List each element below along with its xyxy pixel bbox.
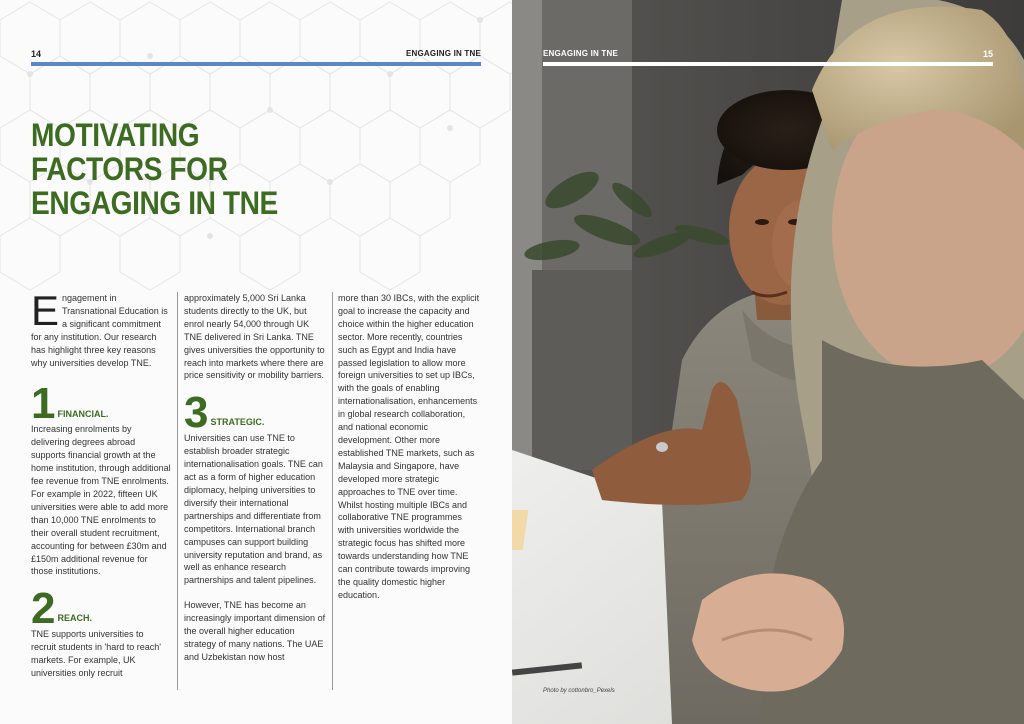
- column-divider: [332, 292, 333, 690]
- header-rule: [543, 62, 993, 66]
- section-number: 3: [184, 388, 209, 438]
- section-text-reach: TNE supports universities to recruit students in 'hard to reach' markets. For example, UK universities only recruit: [31, 629, 162, 679]
- section-label: FINANCIAL.: [57, 408, 109, 419]
- students-discussion-photo: [512, 0, 1024, 724]
- section-text-strategic: Universities can use TNE to establish broader strategic internationalisation goals. TNE can act as a form of higher education diplomacy, helping universities to diversify their international partnerships and differentiate from competitors. International branch campuses can support building university reputation and brand, as well as enhance research partnerships and talent pipelines.: [184, 433, 323, 586]
- text-column-1: [31, 287, 171, 692]
- section-heading-financial: [31, 379, 171, 429]
- intro-paragraph: [31, 287, 171, 369]
- intro-text: ngagement in Transnational Education is a significant commitment for any institution. Our research has highlight three key reasons why universities develop TNE.: [31, 293, 168, 368]
- title-line-2: FACTORS FOR: [31, 151, 228, 187]
- section-number: 1: [31, 379, 56, 429]
- section-label: STRATEGIC.: [210, 417, 265, 428]
- section-number: 2: [31, 584, 56, 634]
- text-column-2: [184, 292, 326, 676]
- drop-cap: E: [31, 287, 60, 334]
- page-title: [31, 118, 295, 220]
- title-line-1: MOTIVATING: [31, 117, 200, 153]
- page-number: 14: [31, 49, 42, 59]
- section-heading-reach: [31, 584, 171, 634]
- header-rule: [31, 62, 481, 66]
- right-page: [512, 0, 1024, 724]
- text-column-3: [338, 292, 480, 614]
- page-number: 15: [982, 49, 993, 59]
- section-label: REACH.: [57, 613, 92, 624]
- column-divider: [177, 292, 178, 690]
- section-heading-strategic: [184, 388, 326, 438]
- section-text-financial: Increasing enrolments by delivering degrees abroad supports financial growth at the home institution, through additional fee revenue from TNE enrolments. For example in 2022, fifteen UK universities were able to add more than 10,000 TNE enrolments to their overall student recruitment, accounting for between £30m and £150m additional revenue for those institutions.: [31, 424, 171, 577]
- col2-bottom-paragraph: However, TNE has become an increasingly important dimension of the overall higher education strategy of many nations. The UAE and Uzbekistan now host: [184, 600, 326, 662]
- col3-paragraph: more than 30 IBCs, with the explicit goal to increase the capacity and choice within the higher education sector. More recently, countries such as Egypt and India have passed legislation to allow more foreign universities to set up IBCs, with the goals of enabling internationalisation, enhancements in global research collaboration, and national economic development. Other more established TNE markets, such as Malaysia and Singapore, have developed more strategic approaches to TNE over time. Whilst hosting multiple IBCs and collaborative TNE programmes with universities worldwide the strategic focus has shifted more towards understanding how TNE can contribute towards improving the quality domestic higher education.: [338, 293, 480, 600]
- running-head: ENGAGING IN TNE: [405, 49, 481, 58]
- title-line-3: ENGAGING IN TNE: [31, 185, 278, 221]
- photo-credit: Photo by cottonbro_Pexels: [543, 688, 615, 694]
- col2-top-paragraph: approximately 5,000 Sri Lanka students directly to the UK, but enrol nearly 54,000 through UK TNE delivered in Sri Lanka. TNE gives universities the opportunity to reach into markets where there are price sensitivity or mobility barriers.: [184, 293, 325, 381]
- running-head: ENGAGING IN TNE: [543, 49, 619, 58]
